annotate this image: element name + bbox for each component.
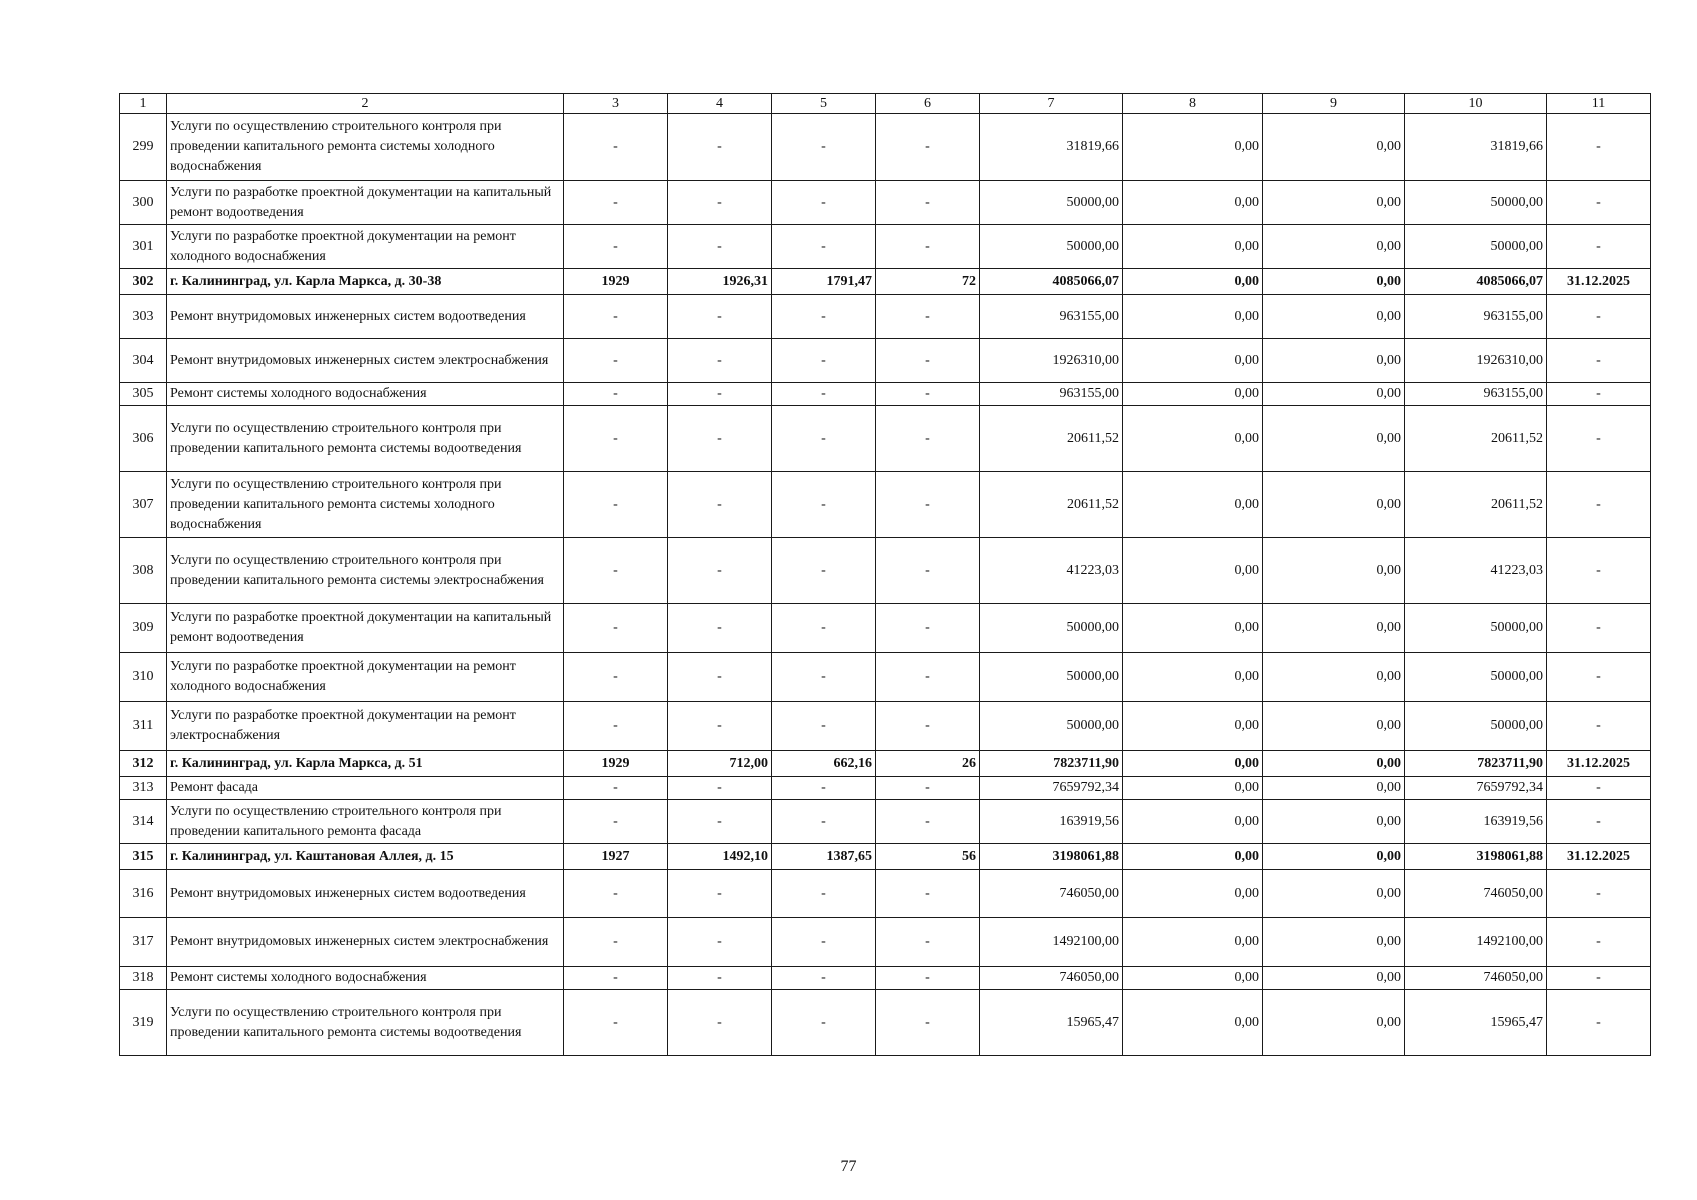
completion-date-cell: -	[1547, 538, 1651, 604]
federal-funds-cell: 0,00	[1123, 295, 1263, 339]
year-built-cell: -	[564, 383, 668, 406]
residents-count-cell: -	[876, 967, 980, 990]
regional-funds-cell: 0,00	[1263, 406, 1405, 472]
total-area-cell: -	[668, 295, 772, 339]
federal-funds-cell: 0,00	[1123, 800, 1263, 844]
completion-date-cell: -	[1547, 653, 1651, 702]
federal-funds-cell: 0,00	[1123, 406, 1263, 472]
owners-funds-cell: 163919,56	[1405, 800, 1547, 844]
work-description-cell: Ремонт системы холодного водоснабжения	[167, 967, 564, 990]
residential-area-cell: -	[772, 918, 876, 967]
table-row	[120, 181, 1651, 225]
regional-funds-cell: 0,00	[1263, 777, 1405, 800]
work-description-cell: Услуги по осуществлению строительного контроля при проведении капитального ремонта системы электроснабжения	[167, 538, 564, 604]
regional-funds-cell: 0,00	[1263, 383, 1405, 406]
total-area-cell: -	[668, 383, 772, 406]
regional-funds-cell: 0,00	[1263, 181, 1405, 225]
residential-area-cell: -	[772, 181, 876, 225]
row-number-cell: 309	[120, 604, 167, 653]
completion-date-cell: -	[1547, 702, 1651, 751]
work-description-cell: Услуги по осуществлению строительного контроля при проведении капитального ремонта системы водоотведения	[167, 990, 564, 1056]
owners-funds-cell: 50000,00	[1405, 604, 1547, 653]
federal-funds-cell: 0,00	[1123, 870, 1263, 918]
table-row	[120, 295, 1651, 339]
regional-funds-cell: 0,00	[1263, 918, 1405, 967]
federal-funds-cell: 0,00	[1123, 702, 1263, 751]
completion-date-cell: -	[1547, 777, 1651, 800]
total-area-cell: 712,00	[668, 751, 772, 777]
residents-count-cell: 72	[876, 269, 980, 295]
year-built-cell: -	[564, 777, 668, 800]
table-row-address	[120, 269, 1651, 295]
owners-funds-cell: 31819,66	[1405, 114, 1547, 181]
residential-area-cell: -	[772, 538, 876, 604]
owners-funds-cell: 7823711,90	[1405, 751, 1547, 777]
year-built-cell: -	[564, 114, 668, 181]
completion-date-cell: -	[1547, 800, 1651, 844]
row-number-cell: 313	[120, 777, 167, 800]
regional-funds-cell: 0,00	[1263, 604, 1405, 653]
owners-funds-cell: 50000,00	[1405, 653, 1547, 702]
total-cost-cell: 963155,00	[980, 295, 1123, 339]
page-number: 77	[840, 1158, 857, 1175]
column-number: 9	[1263, 94, 1405, 114]
residents-count-cell: -	[876, 800, 980, 844]
column-number: 5	[772, 94, 876, 114]
year-built-cell: -	[564, 295, 668, 339]
total-cost-cell: 1492100,00	[980, 918, 1123, 967]
completion-date-cell: 31.12.2025	[1547, 751, 1651, 777]
residents-count-cell: -	[876, 406, 980, 472]
total-area-cell: -	[668, 777, 772, 800]
table-row	[120, 967, 1651, 990]
year-built-cell: -	[564, 918, 668, 967]
table-row	[120, 653, 1651, 702]
owners-funds-cell: 963155,00	[1405, 295, 1547, 339]
row-number-cell: 319	[120, 990, 167, 1056]
work-description-cell: Ремонт внутридомовых инженерных систем водоотведения	[167, 870, 564, 918]
work-description-cell: Услуги по осуществлению строительного контроля при проведении капитального ремонта системы водоотведения	[167, 406, 564, 472]
federal-funds-cell: 0,00	[1123, 918, 1263, 967]
regional-funds-cell: 0,00	[1263, 269, 1405, 295]
completion-date-cell: -	[1547, 295, 1651, 339]
total-cost-cell: 163919,56	[980, 800, 1123, 844]
federal-funds-cell: 0,00	[1123, 653, 1263, 702]
table-body	[120, 94, 1651, 1056]
residential-area-cell: 662,16	[772, 751, 876, 777]
total-cost-cell: 7823711,90	[980, 751, 1123, 777]
completion-date-cell: -	[1547, 406, 1651, 472]
federal-funds-cell: 0,00	[1123, 751, 1263, 777]
total-area-cell: -	[668, 990, 772, 1056]
owners-funds-cell: 50000,00	[1405, 225, 1547, 269]
table-row	[120, 870, 1651, 918]
owners-funds-cell: 41223,03	[1405, 538, 1547, 604]
year-built-cell: -	[564, 538, 668, 604]
table-row	[120, 225, 1651, 269]
row-number-cell: 303	[120, 295, 167, 339]
year-built-cell: 1929	[564, 269, 668, 295]
completion-date-cell: -	[1547, 604, 1651, 653]
total-cost-cell: 746050,00	[980, 870, 1123, 918]
regional-funds-cell: 0,00	[1263, 339, 1405, 383]
residential-area-cell: -	[772, 990, 876, 1056]
completion-date-cell: -	[1547, 990, 1651, 1056]
column-number: 1	[120, 94, 167, 114]
row-number-cell: 312	[120, 751, 167, 777]
total-area-cell: -	[668, 918, 772, 967]
year-built-cell: -	[564, 800, 668, 844]
work-description-cell: Услуги по разработке проектной документации на капитальный ремонт водоотведения	[167, 181, 564, 225]
total-area-cell: -	[668, 114, 772, 181]
year-built-cell: -	[564, 702, 668, 751]
total-cost-cell: 4085066,07	[980, 269, 1123, 295]
completion-date-cell: -	[1547, 181, 1651, 225]
residents-count-cell: -	[876, 918, 980, 967]
total-cost-cell: 50000,00	[980, 181, 1123, 225]
federal-funds-cell: 0,00	[1123, 383, 1263, 406]
total-cost-cell: 20611,52	[980, 472, 1123, 538]
completion-date-cell: -	[1547, 114, 1651, 181]
table-row-address	[120, 751, 1651, 777]
year-built-cell: -	[564, 653, 668, 702]
total-cost-cell: 50000,00	[980, 604, 1123, 653]
work-description-cell: Услуги по разработке проектной документации на ремонт холодного водоснабжения	[167, 653, 564, 702]
owners-funds-cell: 15965,47	[1405, 990, 1547, 1056]
work-description-cell: Услуги по разработке проектной документации на капитальный ремонт водоотведения	[167, 604, 564, 653]
completion-date-cell: -	[1547, 225, 1651, 269]
total-area-cell: -	[668, 339, 772, 383]
total-cost-cell: 15965,47	[980, 990, 1123, 1056]
row-number-cell: 318	[120, 967, 167, 990]
table-row	[120, 800, 1651, 844]
year-built-cell: -	[564, 181, 668, 225]
total-area-cell: 1492,10	[668, 844, 772, 870]
column-number: 3	[564, 94, 668, 114]
total-area-cell: -	[668, 538, 772, 604]
owners-funds-cell: 4085066,07	[1405, 269, 1547, 295]
owners-funds-cell: 7659792,34	[1405, 777, 1547, 800]
year-built-cell: 1927	[564, 844, 668, 870]
residential-area-cell: 1387,65	[772, 844, 876, 870]
residential-area-cell: -	[772, 653, 876, 702]
row-number-cell: 301	[120, 225, 167, 269]
owners-funds-cell: 1926310,00	[1405, 339, 1547, 383]
row-number-cell: 305	[120, 383, 167, 406]
total-cost-cell: 50000,00	[980, 702, 1123, 751]
total-cost-cell: 746050,00	[980, 967, 1123, 990]
table-row	[120, 472, 1651, 538]
regional-funds-cell: 0,00	[1263, 225, 1405, 269]
regional-funds-cell: 0,00	[1263, 295, 1405, 339]
federal-funds-cell: 0,00	[1123, 114, 1263, 181]
table-row	[120, 339, 1651, 383]
residents-count-cell: -	[876, 653, 980, 702]
completion-date-cell: 31.12.2025	[1547, 269, 1651, 295]
column-number: 11	[1547, 94, 1651, 114]
work-description-cell: Услуги по осуществлению строительного контроля при проведении капитального ремонта системы холодного водоснабжения	[167, 472, 564, 538]
work-description-cell: Ремонт фасада	[167, 777, 564, 800]
row-number-cell: 302	[120, 269, 167, 295]
table-row-address	[120, 844, 1651, 870]
row-number-cell: 304	[120, 339, 167, 383]
residents-count-cell: -	[876, 538, 980, 604]
table-row	[120, 604, 1651, 653]
work-description-cell: Ремонт внутридомовых инженерных систем водоотведения	[167, 295, 564, 339]
federal-funds-cell: 0,00	[1123, 339, 1263, 383]
total-area-cell: -	[668, 702, 772, 751]
column-number: 2	[167, 94, 564, 114]
year-built-cell: -	[564, 604, 668, 653]
regional-funds-cell: 0,00	[1263, 653, 1405, 702]
table-row	[120, 918, 1651, 967]
total-cost-cell: 50000,00	[980, 225, 1123, 269]
residential-area-cell: -	[772, 967, 876, 990]
total-cost-cell: 50000,00	[980, 653, 1123, 702]
table-row	[120, 383, 1651, 406]
owners-funds-cell: 20611,52	[1405, 472, 1547, 538]
table-row	[120, 114, 1651, 181]
row-number-cell: 315	[120, 844, 167, 870]
regional-funds-cell: 0,00	[1263, 751, 1405, 777]
total-area-cell: -	[668, 653, 772, 702]
federal-funds-cell: 0,00	[1123, 990, 1263, 1056]
total-area-cell: -	[668, 604, 772, 653]
regional-funds-cell: 0,00	[1263, 870, 1405, 918]
federal-funds-cell: 0,00	[1123, 604, 1263, 653]
table-row	[120, 990, 1651, 1056]
column-number: 8	[1123, 94, 1263, 114]
work-description-cell: Услуги по осуществлению строительного контроля при проведении капитального ремонта системы холодного водоснабжения	[167, 114, 564, 181]
owners-funds-cell: 963155,00	[1405, 383, 1547, 406]
federal-funds-cell: 0,00	[1123, 181, 1263, 225]
table-row	[120, 406, 1651, 472]
residents-count-cell: -	[876, 225, 980, 269]
year-built-cell: -	[564, 472, 668, 538]
federal-funds-cell: 0,00	[1123, 777, 1263, 800]
residential-area-cell: -	[772, 472, 876, 538]
year-built-cell: 1929	[564, 751, 668, 777]
federal-funds-cell: 0,00	[1123, 269, 1263, 295]
residents-count-cell: -	[876, 604, 980, 653]
work-description-cell: Услуги по разработке проектной документации на ремонт холодного водоснабжения	[167, 225, 564, 269]
federal-funds-cell: 0,00	[1123, 538, 1263, 604]
regional-funds-cell: 0,00	[1263, 114, 1405, 181]
work-description-cell: Ремонт внутридомовых инженерных систем электроснабжения	[167, 339, 564, 383]
residents-count-cell: -	[876, 181, 980, 225]
total-area-cell: -	[668, 870, 772, 918]
federal-funds-cell: 0,00	[1123, 225, 1263, 269]
completion-date-cell: -	[1547, 870, 1651, 918]
total-area-cell: -	[668, 225, 772, 269]
year-built-cell: -	[564, 406, 668, 472]
total-cost-cell: 963155,00	[980, 383, 1123, 406]
row-number-cell: 314	[120, 800, 167, 844]
residents-count-cell: -	[876, 472, 980, 538]
year-built-cell: -	[564, 339, 668, 383]
completion-date-cell: -	[1547, 967, 1651, 990]
work-description-cell: Услуги по осуществлению строительного контроля при проведении капитального ремонта фасада	[167, 800, 564, 844]
column-number: 4	[668, 94, 772, 114]
completion-date-cell: -	[1547, 472, 1651, 538]
work-description-cell: г. Калининград, ул. Карла Маркса, д. 30-38	[167, 269, 564, 295]
total-cost-cell: 1926310,00	[980, 339, 1123, 383]
regional-funds-cell: 0,00	[1263, 472, 1405, 538]
residential-area-cell: -	[772, 406, 876, 472]
completion-date-cell: -	[1547, 918, 1651, 967]
regional-funds-cell: 0,00	[1263, 538, 1405, 604]
total-area-cell: 1926,31	[668, 269, 772, 295]
residential-area-cell: -	[772, 295, 876, 339]
work-description-cell: Ремонт системы холодного водоснабжения	[167, 383, 564, 406]
owners-funds-cell: 20611,52	[1405, 406, 1547, 472]
residents-count-cell: 26	[876, 751, 980, 777]
residential-area-cell: -	[772, 800, 876, 844]
total-cost-cell: 20611,52	[980, 406, 1123, 472]
row-number-cell: 307	[120, 472, 167, 538]
owners-funds-cell: 746050,00	[1405, 870, 1547, 918]
column-number: 6	[876, 94, 980, 114]
residents-count-cell: -	[876, 777, 980, 800]
total-area-cell: -	[668, 181, 772, 225]
federal-funds-cell: 0,00	[1123, 472, 1263, 538]
total-area-cell: -	[668, 967, 772, 990]
total-area-cell: -	[668, 472, 772, 538]
row-number-cell: 300	[120, 181, 167, 225]
total-area-cell: -	[668, 800, 772, 844]
table-row	[120, 702, 1651, 751]
owners-funds-cell: 3198061,88	[1405, 844, 1547, 870]
work-description-cell: Услуги по разработке проектной документации на ремонт электроснабжения	[167, 702, 564, 751]
residential-area-cell: -	[772, 604, 876, 653]
regional-funds-cell: 0,00	[1263, 990, 1405, 1056]
residential-area-cell: -	[772, 339, 876, 383]
residential-area-cell: -	[772, 225, 876, 269]
table-row	[120, 777, 1651, 800]
owners-funds-cell: 746050,00	[1405, 967, 1547, 990]
table-row	[120, 538, 1651, 604]
total-cost-cell: 41223,03	[980, 538, 1123, 604]
residents-count-cell: -	[876, 114, 980, 181]
residential-area-cell: -	[772, 702, 876, 751]
total-cost-cell: 31819,66	[980, 114, 1123, 181]
column-number: 7	[980, 94, 1123, 114]
regional-funds-cell: 0,00	[1263, 844, 1405, 870]
row-number-cell: 317	[120, 918, 167, 967]
federal-funds-cell: 0,00	[1123, 844, 1263, 870]
regional-funds-cell: 0,00	[1263, 702, 1405, 751]
capital-repair-table	[119, 93, 1651, 1056]
completion-date-cell: -	[1547, 383, 1651, 406]
owners-funds-cell: 50000,00	[1405, 702, 1547, 751]
owners-funds-cell: 1492100,00	[1405, 918, 1547, 967]
regional-funds-cell: 0,00	[1263, 967, 1405, 990]
year-built-cell: -	[564, 870, 668, 918]
owners-funds-cell: 50000,00	[1405, 181, 1547, 225]
year-built-cell: -	[564, 990, 668, 1056]
residential-area-cell: -	[772, 777, 876, 800]
column-number: 10	[1405, 94, 1547, 114]
total-cost-cell: 3198061,88	[980, 844, 1123, 870]
row-number-cell: 308	[120, 538, 167, 604]
total-cost-cell: 7659792,34	[980, 777, 1123, 800]
residents-count-cell: -	[876, 383, 980, 406]
regional-funds-cell: 0,00	[1263, 800, 1405, 844]
residential-area-cell: -	[772, 114, 876, 181]
residents-count-cell: 56	[876, 844, 980, 870]
total-area-cell: -	[668, 406, 772, 472]
completion-date-cell: -	[1547, 339, 1651, 383]
residential-area-cell: -	[772, 870, 876, 918]
row-number-cell: 306	[120, 406, 167, 472]
row-number-cell: 310	[120, 653, 167, 702]
row-number-cell: 311	[120, 702, 167, 751]
work-description-cell: г. Калининград, ул. Каштановая Аллея, д. 15	[167, 844, 564, 870]
residential-area-cell: -	[772, 383, 876, 406]
column-number-row	[120, 94, 1651, 114]
work-description-cell: Ремонт внутридомовых инженерных систем электроснабжения	[167, 918, 564, 967]
year-built-cell: -	[564, 967, 668, 990]
row-number-cell: 299	[120, 114, 167, 181]
residents-count-cell: -	[876, 870, 980, 918]
residents-count-cell: -	[876, 295, 980, 339]
row-number-cell: 316	[120, 870, 167, 918]
residential-area-cell: 1791,47	[772, 269, 876, 295]
year-built-cell: -	[564, 225, 668, 269]
completion-date-cell: 31.12.2025	[1547, 844, 1651, 870]
federal-funds-cell: 0,00	[1123, 967, 1263, 990]
residents-count-cell: -	[876, 339, 980, 383]
residents-count-cell: -	[876, 990, 980, 1056]
work-description-cell: г. Калининград, ул. Карла Маркса, д. 51	[167, 751, 564, 777]
residents-count-cell: -	[876, 702, 980, 751]
